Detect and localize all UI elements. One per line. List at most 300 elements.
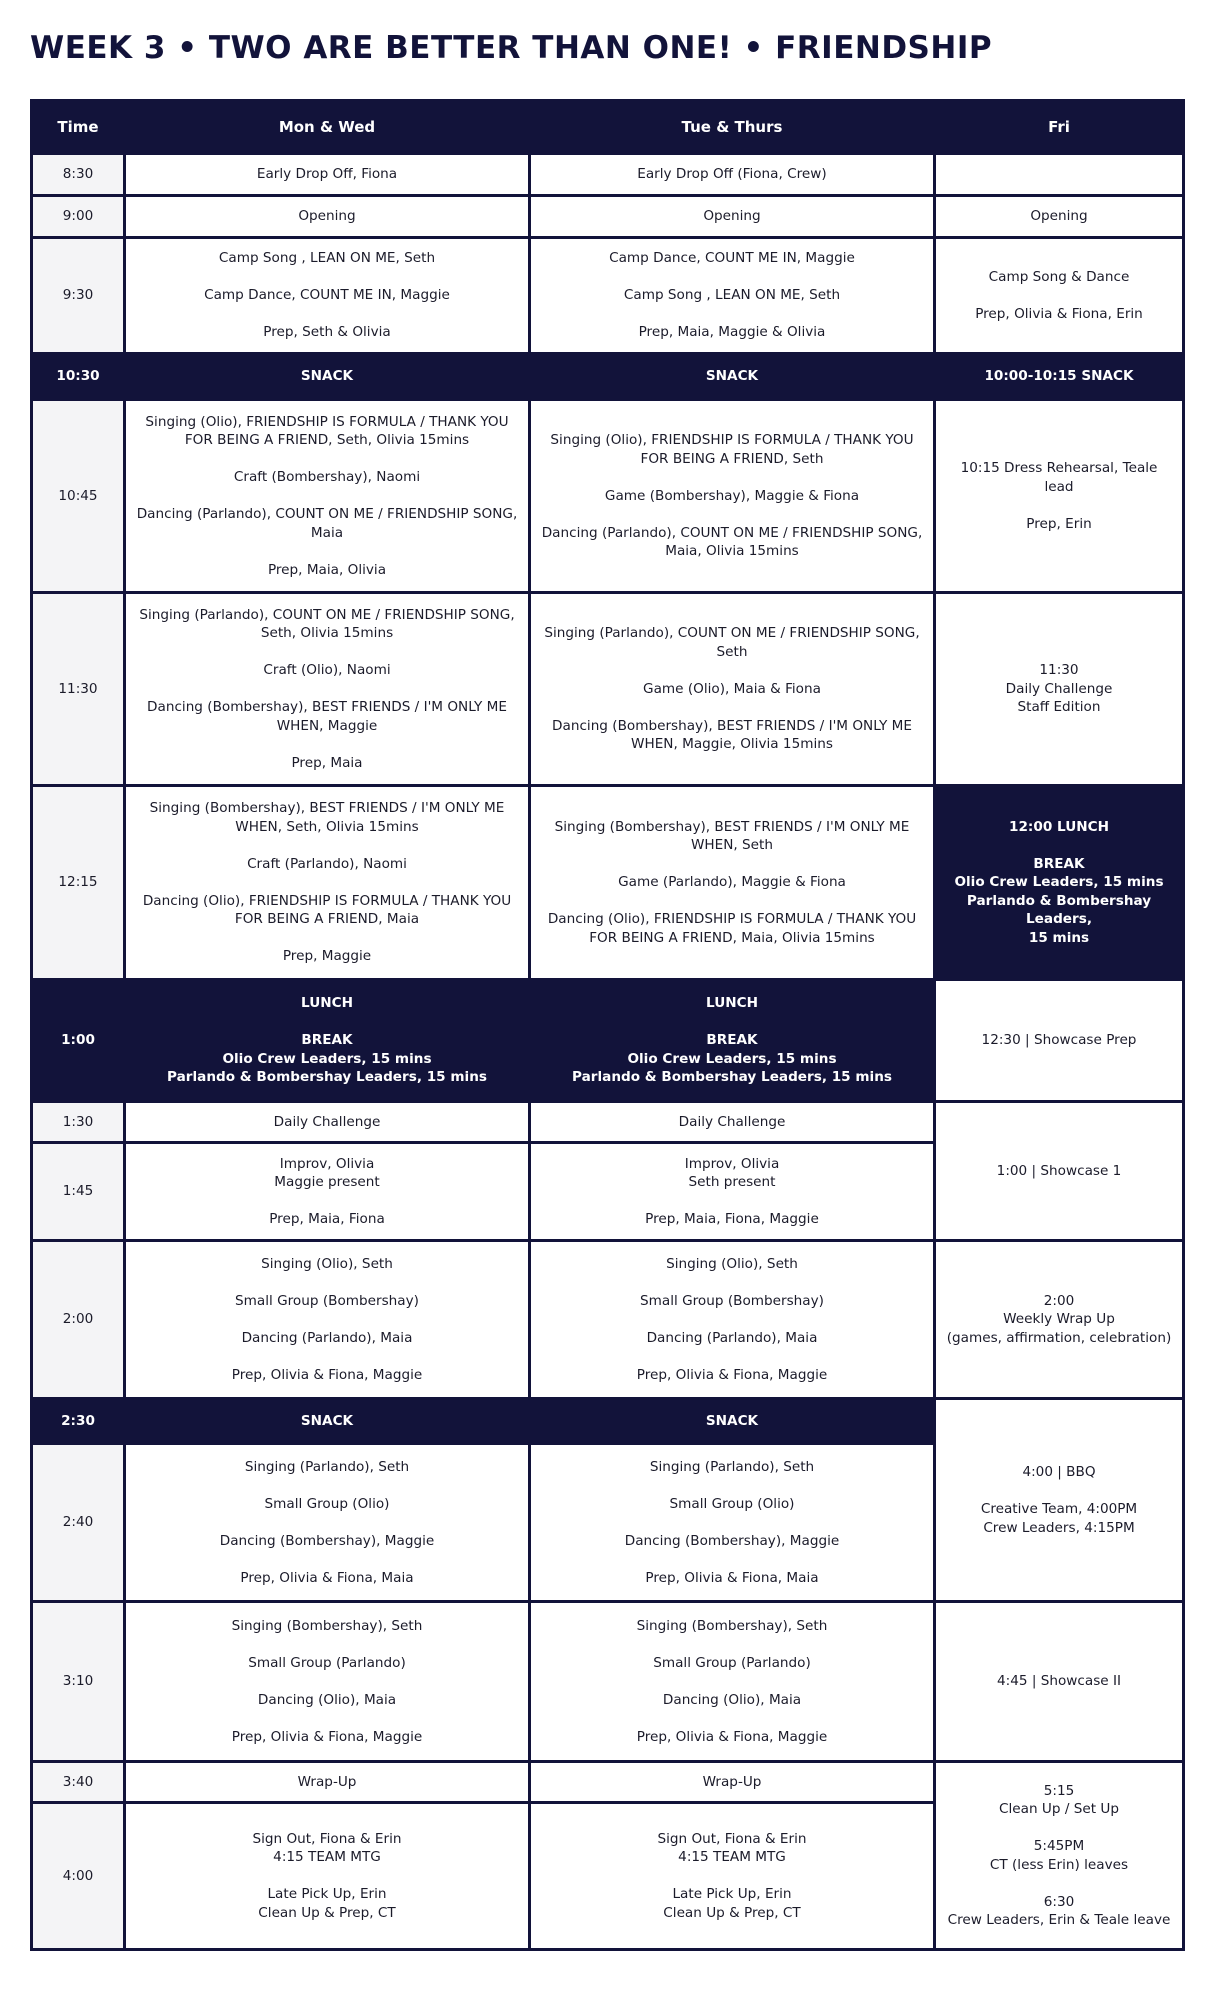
cell-line: Dancing (Parlando), Maia <box>241 1329 413 1346</box>
time-cell: 8:30 <box>32 154 125 196</box>
cell-paragraph <box>539 1210 925 1229</box>
cell-paragraph <box>134 468 520 487</box>
cell-line: Prep, Olivia & Fiona, Maggie <box>636 1366 828 1383</box>
cell-paragraph <box>944 305 1174 324</box>
cell-paragraph <box>539 994 925 1013</box>
cell-paragraph <box>134 1412 520 1431</box>
tue-thurs-cell <box>530 238 935 354</box>
cell-line: Camp Dance, COUNT ME IN, Maggie <box>204 287 450 304</box>
cell-paragraph <box>539 487 925 506</box>
time-cell: 4:00 <box>32 1803 125 1950</box>
mon-wed-lunch-cell <box>125 980 530 1102</box>
tue-thurs-cell <box>530 1241 935 1399</box>
cell-line: Seth present <box>688 1174 776 1190</box>
cell-line: Early Drop Off, Fiona <box>256 166 398 183</box>
row-1030 <box>32 354 1184 400</box>
cell-paragraph <box>134 1329 520 1348</box>
row-340 <box>32 1762 1184 1803</box>
time-cell: 12:15 <box>32 786 125 980</box>
row-230 <box>32 1399 1184 1444</box>
cell-paragraph <box>134 661 520 680</box>
fri-cell <box>935 1762 1184 1950</box>
cell-paragraph <box>134 994 520 1013</box>
cell-paragraph <box>539 207 925 226</box>
cell-paragraph <box>539 1495 925 1514</box>
cell-paragraph <box>134 1113 520 1132</box>
tue-thurs-cell <box>530 786 935 980</box>
cell-line: Wrap-Up <box>297 1773 357 1790</box>
mon-wed-cell <box>125 354 530 400</box>
cell-line: Prep, Olivia & Fiona, Maia <box>240 1569 414 1586</box>
time-cell: 3:10 <box>32 1602 125 1762</box>
cell-line: Opening <box>298 208 356 225</box>
cell-line: 10:00-10:15 SNACK <box>984 368 1134 385</box>
mon-wed-cell <box>125 1399 530 1444</box>
fri-cell <box>935 154 1184 196</box>
cell-paragraph <box>134 505 520 542</box>
cell-line: Dancing (Olio), FRIENDSHIP IS FORMULA / THANK YOU <box>547 911 917 928</box>
cell-line: (games, affirmation, celebration) <box>946 1329 1172 1346</box>
cell-line: Prep, Seth & Olivia <box>263 324 391 341</box>
mon-wed-cell <box>125 154 530 196</box>
cell-line: Prep, Erin <box>1026 515 1092 532</box>
cell-line: 4:15 TEAM MTG <box>273 1849 381 1866</box>
tue-thurs-cell <box>530 1444 935 1602</box>
cell-paragraph <box>539 1691 925 1710</box>
cell-line: BREAK <box>706 1032 758 1049</box>
cell-line: Creative Team, 4:00PM <box>980 1501 1138 1517</box>
cell-paragraph <box>134 1031 520 1087</box>
time-cell: 2:00 <box>32 1241 125 1399</box>
cell-line: Dancing (Olio), FRIENDSHIP IS FORMULA / THANK YOU <box>142 892 512 909</box>
cell-line: SNACK <box>300 1412 354 1429</box>
fri-cell <box>935 354 1184 400</box>
mon-wed-cell <box>125 400 530 593</box>
page-title: WEEK 3 • TWO ARE BETTER THAN ONE! • FRIENDSHIP <box>30 30 993 66</box>
cell-paragraph <box>539 1031 925 1087</box>
time-cell: 9:30 <box>32 238 125 354</box>
cell-line: Game (Bombershay), Maggie & Fiona <box>604 487 860 504</box>
cell-line: CT (less Erin) leaves <box>989 1856 1129 1873</box>
cell-line: Clean Up & Prep, CT <box>258 1904 396 1921</box>
cell-line: Singing (Parlando), COUNT ON ME / FRIENDSHIP SONG, <box>544 625 920 642</box>
cell-line: Daily Challenge <box>678 1113 786 1130</box>
cell-line: Parlando & Bombershay Leaders, 15 mins <box>167 1069 487 1086</box>
cell-line: Small Group (Olio) <box>264 1495 390 1512</box>
cell-paragraph <box>134 561 520 580</box>
row-830 <box>32 154 1184 196</box>
cell-line: Dancing (Olio), Maia <box>257 1691 397 1708</box>
row-900 <box>32 196 1184 238</box>
cell-line: Olio Crew Leaders, 15 mins <box>222 1050 432 1067</box>
cell-line: WHEN, Maggie, Olivia 15mins <box>631 736 833 753</box>
cell-paragraph <box>134 1830 520 1867</box>
cell-paragraph <box>539 431 925 468</box>
fri-cell <box>935 1241 1184 1399</box>
fri-cell <box>935 196 1184 238</box>
time-cell: 2:30 <box>32 1399 125 1444</box>
mon-wed-cell <box>125 1241 530 1399</box>
cell-paragraph <box>539 818 925 855</box>
cell-line: Craft (Parlando), Naomi <box>247 855 407 872</box>
row-1130 <box>32 593 1184 786</box>
cell-line: 12:00 LUNCH <box>1009 818 1109 835</box>
cell-line: BREAK <box>1033 855 1085 872</box>
cell-line: Singing (Parlando), Seth <box>649 1458 815 1475</box>
cell-line: WHEN, Maggie <box>276 717 378 734</box>
cell-line: WHEN, Seth <box>690 837 773 854</box>
cell-line: Improv, Olivia <box>279 1155 375 1172</box>
cell-line: 4:00 | BBQ <box>1022 1464 1096 1480</box>
time-cell: 1:30 <box>32 1102 125 1143</box>
cell-paragraph <box>539 1113 925 1132</box>
time-cell: 9:00 <box>32 196 125 238</box>
row-200 <box>32 1241 1184 1399</box>
cell-line: Prep, Olivia & Fiona, Erin <box>975 305 1143 322</box>
cell-line: Clean Up / Set Up <box>999 1801 1119 1817</box>
cell-paragraph <box>134 1569 520 1588</box>
cell-line: BREAK <box>301 1032 353 1049</box>
tue-thurs-cell <box>530 154 935 196</box>
cell-paragraph <box>134 367 520 386</box>
fri-cell <box>935 400 1184 593</box>
cell-line: Wrap-Up <box>702 1773 762 1790</box>
cell-paragraph <box>134 323 520 342</box>
cell-paragraph <box>539 1292 925 1311</box>
cell-paragraph <box>134 1155 520 1192</box>
cell-paragraph <box>539 1773 925 1792</box>
fri-lunch-cell <box>935 786 1184 980</box>
fri-cell <box>935 238 1184 354</box>
cell-line: Seth <box>716 643 748 660</box>
cell-line: 6:30 <box>1043 1893 1075 1910</box>
cell-paragraph <box>944 1672 1174 1691</box>
tue-thurs-cell <box>530 1102 935 1143</box>
header-fri: Fri <box>935 101 1184 154</box>
cell-line: Seth, Olivia 15mins <box>260 625 394 642</box>
cell-paragraph <box>134 286 520 305</box>
cell-line: FOR BEING A FRIEND, Maia <box>234 911 420 928</box>
cell-line: SNACK <box>300 368 354 385</box>
cell-line: Prep, Maia, Fiona, Maggie <box>645 1211 819 1227</box>
cell-line: Improv, Olivia <box>684 1155 780 1172</box>
cell-paragraph <box>944 1031 1174 1050</box>
cell-paragraph <box>944 1292 1174 1348</box>
cell-paragraph <box>539 680 925 699</box>
mon-wed-cell <box>125 1762 530 1803</box>
cell-line: Prep, Olivia & Fiona, Maia <box>645 1569 819 1586</box>
cell-line: 4:15 TEAM MTG <box>678 1849 786 1866</box>
cell-line: Prep, Maia, Olivia <box>267 561 387 578</box>
mon-wed-cell <box>125 593 530 786</box>
cell-paragraph <box>539 1532 925 1551</box>
cell-paragraph <box>944 207 1174 226</box>
time-cell: 10:30 <box>32 354 125 400</box>
cell-paragraph <box>134 799 520 836</box>
cell-line: Singing (Olio), FRIENDSHIP IS FORMULA / THANK YOU <box>145 413 509 430</box>
cell-paragraph <box>134 892 520 929</box>
cell-line: Camp Song & Dance <box>988 268 1130 285</box>
cell-paragraph <box>539 1617 925 1636</box>
cell-paragraph <box>539 165 925 184</box>
cell-line: 5:15 <box>1043 1782 1075 1799</box>
mon-wed-cell <box>125 1444 530 1602</box>
cell-line: FOR BEING A FRIEND, Seth, Olivia 15mins <box>184 432 470 449</box>
cell-paragraph <box>134 1617 520 1636</box>
cell-paragraph <box>944 1500 1174 1537</box>
cell-line: Dancing (Parlando), COUNT ON ME / FRIENDSHIP SONG, <box>541 524 923 541</box>
row-310 <box>32 1602 1184 1762</box>
cell-paragraph <box>134 1458 520 1477</box>
cell-line: Late Pick Up, Erin <box>672 1886 792 1903</box>
cell-line: WHEN, Seth, Olivia 15mins <box>235 818 419 835</box>
cell-line: Crew Leaders, Erin & Teale leave <box>947 1912 1171 1928</box>
cell-line: Prep, Olivia & Fiona, Maggie <box>636 1728 828 1745</box>
cell-paragraph <box>539 717 925 754</box>
cell-paragraph <box>944 459 1174 496</box>
cell-line: Weekly Wrap Up <box>1003 1311 1115 1328</box>
cell-paragraph <box>539 1569 925 1588</box>
cell-line: FOR BEING A FRIEND, Seth <box>640 450 824 467</box>
cell-paragraph <box>944 268 1174 287</box>
cell-paragraph <box>539 1329 925 1348</box>
cell-paragraph <box>134 1366 520 1385</box>
mon-wed-cell <box>125 1102 530 1143</box>
cell-line: Singing (Bombershay), BEST FRIENDS / I'M ONLY ME <box>149 800 505 817</box>
time-cell: 1:45 <box>32 1143 125 1241</box>
cell-paragraph <box>134 855 520 874</box>
cell-line: Prep, Maia <box>291 754 363 771</box>
cell-line: Dancing (Parlando), Maia <box>646 1329 818 1346</box>
cell-line: Prep, Olivia & Fiona, Maggie <box>231 1728 423 1745</box>
cell-line: 11:30 <box>1039 662 1079 679</box>
cell-line: Crew Leaders, 4:15PM <box>983 1519 1135 1536</box>
cell-line: Late Pick Up, Erin <box>267 1886 387 1903</box>
cell-line: Camp Song , LEAN ON ME, Seth <box>623 287 841 304</box>
header-time: Time <box>32 101 125 154</box>
cell-paragraph <box>944 1893 1174 1930</box>
mon-wed-cell <box>125 1803 530 1950</box>
cell-line: Singing (Parlando), COUNT ON ME / FRIENDSHIP SONG, <box>139 606 515 623</box>
cell-line: Singing (Bombershay), BEST FRIENDS / I'M ONLY ME <box>554 818 910 835</box>
row-1215 <box>32 786 1184 980</box>
cell-line: Singing (Olio), FRIENDSHIP IS FORMULA / THANK YOU <box>550 432 914 449</box>
cell-paragraph <box>539 1654 925 1673</box>
cell-line: Staff Edition <box>1017 699 1101 716</box>
cell-paragraph <box>539 1885 925 1922</box>
header-tue-thurs: Tue & Thurs <box>530 101 935 154</box>
cell-line: Prep, Olivia & Fiona, Maggie <box>231 1366 423 1383</box>
time-cell: 10:45 <box>32 400 125 593</box>
tue-thurs-lunch-cell <box>530 980 935 1102</box>
header-mon-wed: Mon & Wed <box>125 101 530 154</box>
cell-paragraph <box>944 367 1174 386</box>
row-1045 <box>32 400 1184 593</box>
cell-paragraph <box>539 624 925 661</box>
mon-wed-cell <box>125 1143 530 1241</box>
fri-cell <box>935 1399 1184 1602</box>
time-cell: 1:00 <box>32 980 125 1102</box>
cell-line: Daily Challenge <box>273 1113 381 1130</box>
fri-cell <box>935 980 1184 1102</box>
cell-paragraph <box>944 661 1174 717</box>
cell-paragraph <box>539 524 925 561</box>
time-cell: 2:40 <box>32 1444 125 1602</box>
cell-paragraph <box>944 1837 1174 1874</box>
header-row <box>32 101 1184 154</box>
cell-paragraph <box>134 754 520 773</box>
mon-wed-cell <box>125 196 530 238</box>
cell-line: Early Drop Off (Fiona, Crew) <box>637 166 827 183</box>
cell-line: Dancing (Olio), Maia <box>662 1691 802 1708</box>
cell-paragraph <box>134 698 520 735</box>
cell-line: Small Group (Parlando) <box>248 1654 406 1671</box>
cell-paragraph <box>539 249 925 268</box>
cell-line: 12:30 | Showcase Prep <box>981 1032 1137 1049</box>
cell-line: Singing (Parlando), Seth <box>244 1458 410 1475</box>
cell-line: Opening <box>1030 208 1088 225</box>
cell-line: Maia <box>310 524 344 541</box>
cell-paragraph <box>134 1255 520 1274</box>
time-cell: 11:30 <box>32 593 125 786</box>
cell-line: Daily Challenge <box>1005 680 1113 697</box>
tue-thurs-cell <box>530 196 935 238</box>
cell-paragraph <box>134 413 520 450</box>
cell-paragraph <box>539 1458 925 1477</box>
mon-wed-cell <box>125 786 530 980</box>
tue-thurs-cell <box>530 1602 935 1762</box>
cell-paragraph <box>539 1366 925 1385</box>
cell-paragraph <box>944 855 1174 948</box>
cell-paragraph <box>944 818 1174 837</box>
cell-line: Singing (Bombershay), Seth <box>231 1617 423 1634</box>
cell-line: Prep, Maia, Maggie & Olivia <box>638 324 826 341</box>
cell-line: Small Group (Parlando) <box>653 1654 811 1671</box>
cell-line: Dancing (Parlando), COUNT ON ME / FRIENDSHIP SONG, <box>136 506 518 523</box>
tue-thurs-cell <box>530 1399 935 1444</box>
cell-paragraph <box>539 1412 925 1431</box>
cell-line: Dancing (Bombershay), BEST FRIENDS / I'M ONLY ME <box>552 717 912 734</box>
time-cell: 3:40 <box>32 1762 125 1803</box>
cell-line: Clean Up & Prep, CT <box>663 1904 801 1921</box>
tue-thurs-cell <box>530 354 935 400</box>
mon-wed-cell <box>125 238 530 354</box>
mon-wed-cell <box>125 1602 530 1762</box>
fri-cell <box>935 593 1184 786</box>
cell-line: LUNCH <box>301 995 353 1012</box>
cell-line: Dancing (Bombershay), BEST FRIENDS / I'M ONLY ME <box>147 699 507 716</box>
cell-paragraph <box>539 323 925 342</box>
cell-paragraph <box>134 1495 520 1514</box>
cell-line: 2:00 <box>1043 1292 1075 1309</box>
tue-thurs-cell <box>530 1762 935 1803</box>
cell-paragraph <box>539 1830 925 1867</box>
cell-paragraph <box>539 286 925 305</box>
cell-line: 5:45PM <box>1033 1838 1085 1854</box>
cell-line: Game (Olio), Maia & Fiona <box>643 680 821 697</box>
cell-paragraph <box>134 207 520 226</box>
cell-line: FOR BEING A FRIEND, Maia, Olivia 15mins <box>589 929 875 946</box>
cell-line: Camp Dance, COUNT ME IN, Maggie <box>609 250 855 267</box>
cell-paragraph <box>539 1155 925 1192</box>
cell-line: Game (Parlando), Maggie & Fiona <box>618 874 846 891</box>
cell-paragraph <box>134 606 520 643</box>
cell-paragraph <box>134 1728 520 1747</box>
cell-paragraph <box>134 165 520 184</box>
cell-line: Dancing (Bombershay), Maggie <box>219 1532 435 1549</box>
cell-paragraph <box>134 1885 520 1922</box>
cell-line: Dancing (Bombershay), Maggie <box>624 1532 840 1549</box>
cell-line: Olio Crew Leaders, 15 mins <box>627 1050 837 1067</box>
cell-line: Craft (Olio), Naomi <box>263 662 391 679</box>
cell-paragraph <box>944 1463 1174 1482</box>
cell-paragraph <box>539 910 925 947</box>
fri-cell <box>935 1602 1184 1762</box>
schedule-table <box>30 99 1185 1951</box>
row-100 <box>32 980 1184 1102</box>
cell-paragraph <box>539 367 925 386</box>
cell-paragraph <box>134 249 520 268</box>
cell-line: Sign Out, Fiona & Erin <box>657 1830 807 1847</box>
tue-thurs-cell <box>530 400 935 593</box>
cell-line: Singing (Bombershay), Seth <box>636 1617 828 1634</box>
cell-paragraph <box>539 1255 925 1274</box>
cell-line: Craft (Bombershay), Naomi <box>233 469 421 486</box>
cell-line: Maggie present <box>274 1174 380 1190</box>
cell-paragraph <box>134 1210 520 1229</box>
cell-paragraph <box>944 1162 1174 1181</box>
cell-line: Prep, Maia, Fiona <box>269 1211 385 1227</box>
cell-paragraph <box>134 1691 520 1710</box>
cell-line: SNACK <box>705 368 759 385</box>
row-130 <box>32 1102 1184 1143</box>
cell-line: Small Group (Bombershay) <box>640 1292 824 1309</box>
fri-cell <box>935 1102 1184 1241</box>
tue-thurs-cell <box>530 1143 935 1241</box>
cell-line: Parlando & Bombershay Leaders, <box>966 892 1152 928</box>
cell-paragraph <box>134 1773 520 1792</box>
tue-thurs-cell <box>530 593 935 786</box>
cell-line: Small Group (Olio) <box>669 1495 795 1512</box>
cell-paragraph <box>539 873 925 892</box>
cell-paragraph <box>134 1532 520 1551</box>
cell-line: Singing (Olio), Seth <box>261 1255 393 1272</box>
cell-paragraph <box>134 1292 520 1311</box>
cell-line: Opening <box>703 208 761 225</box>
cell-line: Sign Out, Fiona & Erin <box>252 1830 402 1847</box>
cell-line: SNACK <box>705 1412 759 1429</box>
cell-line: Maia, Olivia 15mins <box>665 543 799 560</box>
cell-line: 4:45 | Showcase II <box>996 1673 1122 1690</box>
cell-line: 10:15 Dress Rehearsal, Teale lead <box>960 460 1158 495</box>
cell-line: Parlando & Bombershay Leaders, 15 mins <box>572 1069 892 1086</box>
cell-paragraph <box>134 1654 520 1673</box>
cell-line: Singing (Olio), Seth <box>666 1255 798 1272</box>
tue-thurs-cell <box>530 1803 935 1950</box>
cell-paragraph <box>944 1782 1174 1819</box>
cell-line: Prep, Maggie <box>282 948 372 965</box>
cell-line: LUNCH <box>706 995 758 1012</box>
cell-paragraph <box>944 515 1174 534</box>
cell-line: Camp Song , LEAN ON ME, Seth <box>218 250 436 267</box>
cell-line: 1:00 | Showcase 1 <box>996 1162 1122 1179</box>
cell-line: Olio Crew Leaders, 15 mins <box>954 874 1164 891</box>
cell-line: Small Group (Bombershay) <box>235 1292 419 1309</box>
cell-line: 15 mins <box>1028 929 1090 946</box>
cell-paragraph <box>134 947 520 966</box>
row-930 <box>32 238 1184 354</box>
cell-paragraph <box>539 1728 925 1747</box>
